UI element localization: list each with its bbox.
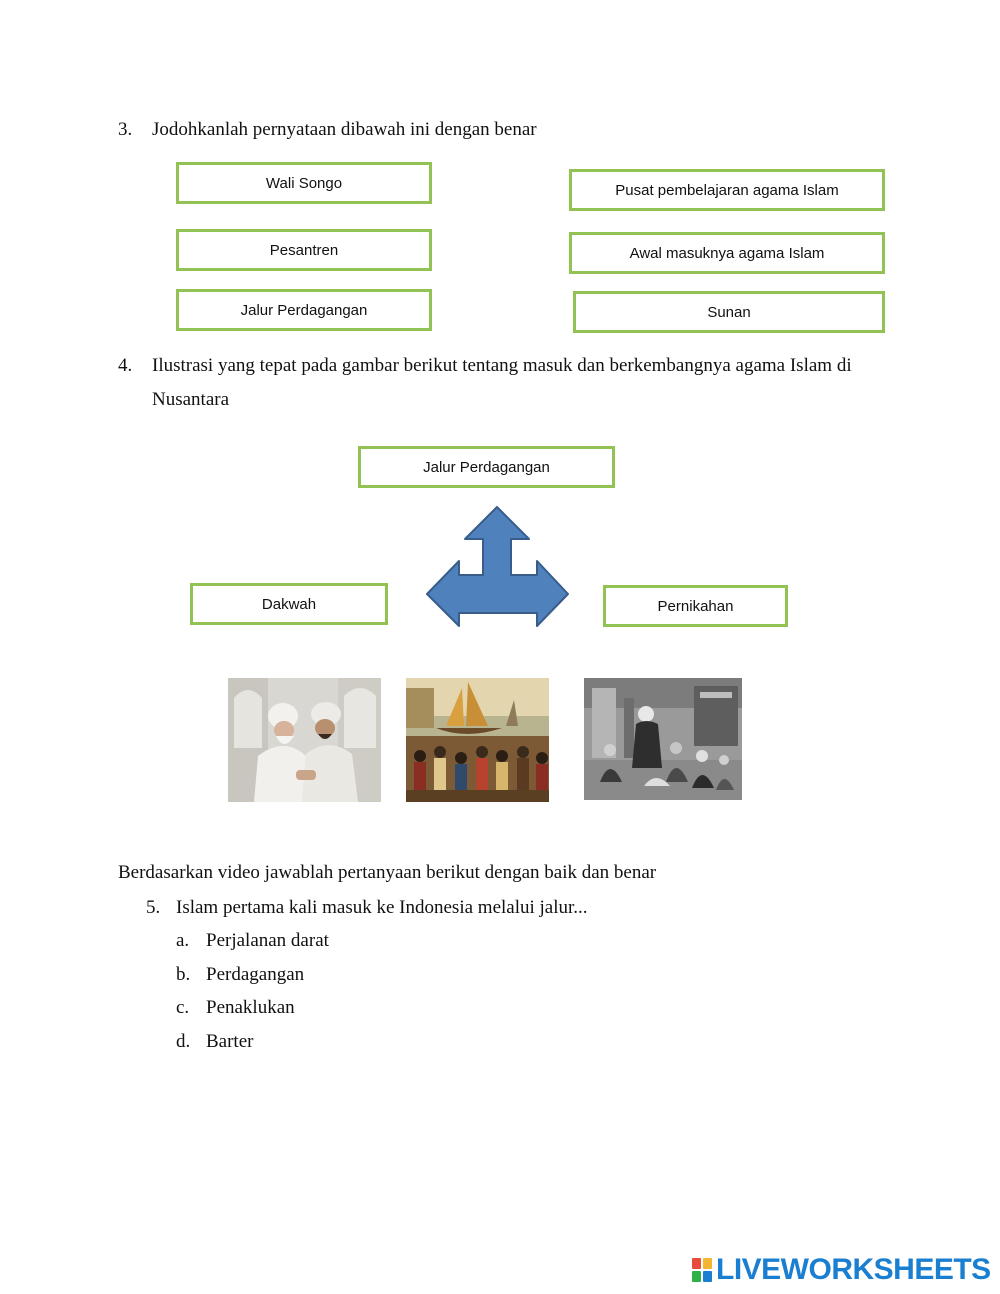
q4-text-line2: Nusantara: [152, 389, 230, 410]
q4-number: 4.: [118, 355, 133, 376]
match-right-1[interactable]: Pusat pembelajaran agama Islam: [569, 169, 885, 211]
traders-harbour-illustration: [406, 678, 549, 802]
logo-mark-icon: [692, 1258, 712, 1282]
option-a-letter: a.: [176, 930, 190, 951]
teaching-scene-illustration: [584, 678, 742, 800]
option-b-letter: b.: [176, 964, 191, 985]
diagram-left-box[interactable]: Dakwah: [190, 583, 388, 625]
q3-number: 3.: [118, 119, 133, 140]
option-d[interactable]: Barter: [206, 1031, 254, 1052]
match-right-3[interactable]: Sunan: [573, 291, 885, 333]
q5-text: Islam pertama kali masuk ke Indonesia melalui jalur...: [176, 897, 588, 918]
q5-number: 5.: [146, 897, 161, 918]
match-left-1[interactable]: Wali Songo: [176, 162, 432, 204]
match-left-2[interactable]: Pesantren: [176, 229, 432, 271]
option-b[interactable]: Perdagangan: [206, 964, 305, 985]
three-way-arrow-icon: [422, 505, 574, 629]
logo-text: LIVEWORKSHEETS: [716, 1253, 991, 1286]
liveworksheets-logo: [692, 1252, 992, 1288]
match-left-3[interactable]: Jalur Perdagangan: [176, 289, 432, 331]
option-a[interactable]: Perjalanan darat: [206, 930, 329, 951]
diagram-right-box[interactable]: Pernikahan: [603, 585, 788, 627]
scholars-illustration: [228, 678, 381, 802]
diagram-top-box[interactable]: Jalur Perdagangan: [358, 446, 615, 488]
option-d-letter: d.: [176, 1031, 191, 1052]
option-c-letter: c.: [176, 997, 190, 1018]
match-right-2[interactable]: Awal masuknya agama Islam: [569, 232, 885, 274]
q4-text-line1: Ilustrasi yang tepat pada gambar berikut tentang masuk dan berkembangnya agama Islam di: [152, 355, 852, 376]
section-intro: Berdasarkan video jawablah pertanyaan berikut dengan baik dan benar: [118, 862, 657, 883]
option-c[interactable]: Penaklukan: [206, 997, 295, 1018]
q3-text: Jodohkanlah pernyataan dibawah ini dengan benar: [152, 119, 537, 140]
